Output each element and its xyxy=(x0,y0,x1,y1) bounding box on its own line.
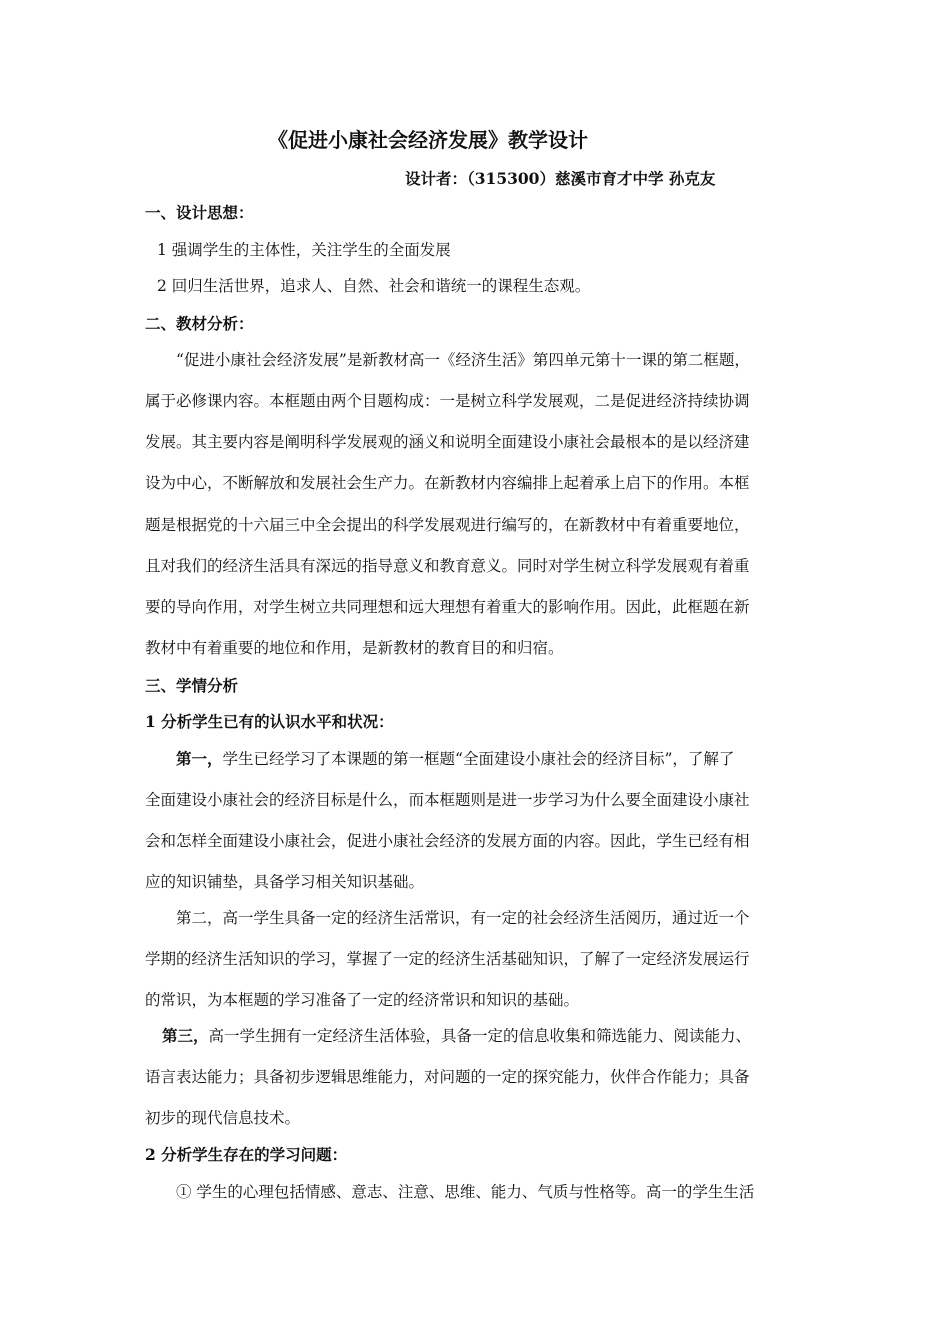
paragraph-line: 教材中有着重要的地位和作用，是新教材的教育目的和归宿。 xyxy=(145,639,564,657)
paragraph-line: 语言表达能力；具备初步逻辑思维能力，对问题的一定的探究能力，伙伴合作能力；具备 xyxy=(145,1068,750,1086)
paragraph-line: 的常识，为本框题的学习准备了一定的经济常识和知识的基础。 xyxy=(145,991,580,1009)
subsection-heading: 2 分析学生存在的学习问题： xyxy=(145,1145,348,1164)
paragraph-line: 初步的现代信息技术。 xyxy=(145,1109,301,1127)
author-line: 设计者：（315300）慈溪市育才中学 孙克友 xyxy=(405,169,716,188)
list-item: 2 回归生活世界，追求人、自然、社会和谐统一的课程生态观。 xyxy=(157,277,591,295)
paragraph-line: 第二，高一学生具备一定的经济生活常识，有一定的社会经济生活阅历，通过近一个 xyxy=(176,909,750,927)
paragraph-line: 学期的经济生活知识的学习，掌握了一定的经济生活基础知识，了解了一定经济发展运行 xyxy=(145,950,750,968)
paragraph-line: 属于必修课内容。本框题由两个目题构成：一是树立科学发展观，二是促进经济持续协调 xyxy=(145,392,750,410)
paragraph-line: 应的知识铺垫，具备学习相关知识基础。 xyxy=(145,873,425,891)
paragraph-text: 学生已经学习了本课题的第一框题“全面建设小康社会的经济目标”，了解了 xyxy=(222,750,735,768)
paragraph-line xyxy=(176,749,734,769)
list-item: 1 强调学生的主体性，关注学生的全面发展 xyxy=(157,241,451,259)
paragraph-line: 全面建设小康社会的经济目标是什么，而本框题则是进一步学习为什么要全面建设小康社 xyxy=(145,791,750,809)
document-title: 《促进小康社会经济发展》教学设计 xyxy=(268,128,588,152)
section-heading: 三、学情分析 xyxy=(145,676,239,695)
section-heading: 一、设计思想： xyxy=(145,203,254,222)
paragraph-line: 设为中心，不断解放和发展社会生产力。在新教材内容编排上起着承上启下的作用。本框 xyxy=(145,474,750,492)
section-heading: 二、教材分析： xyxy=(145,314,254,333)
paragraph-line xyxy=(162,1026,751,1046)
paragraph-line: 会和怎样全面建设小康社会，促进小康社会经济的发展方面的内容。因此，学生已经有相 xyxy=(145,832,750,850)
paragraph-text: 高一学生拥有一定经济生活体验，具备一定的信息收集和筛选能力、阅读能力、 xyxy=(208,1027,752,1045)
paragraph-line: 题是根据党的十六届三中全会提出的科学发展观进行编写的，在新教材中有着重要地位， xyxy=(145,516,750,534)
subsection-heading: 1 分析学生已有的认识水平和状况： xyxy=(145,712,394,731)
paragraph-lead: 第三， xyxy=(162,1026,209,1045)
paragraph-line: 且对我们的经济生活具有深远的指导意义和教育意义。同时对学生树立科学发展观有着重 xyxy=(145,557,750,575)
paragraph-line: “促进小康社会经济发展”是新教材高一《经济生活》第四单元第十一课的第二框题， xyxy=(176,351,750,369)
paragraph-lead: 第一， xyxy=(176,749,223,768)
paragraph-line: ① 学生的心理包括情感、意志、注意、思维、能力、气质与性格等。高一的学生生活 xyxy=(176,1183,755,1201)
paragraph-line: 要的导向作用，对学生树立共同理想和远大理想有着重大的影响作用。因此，此框题在新 xyxy=(145,598,750,616)
paragraph-line: 发展。其主要内容是阐明科学发展观的涵义和说明全面建设小康社会最根本的是以经济建 xyxy=(145,433,750,451)
